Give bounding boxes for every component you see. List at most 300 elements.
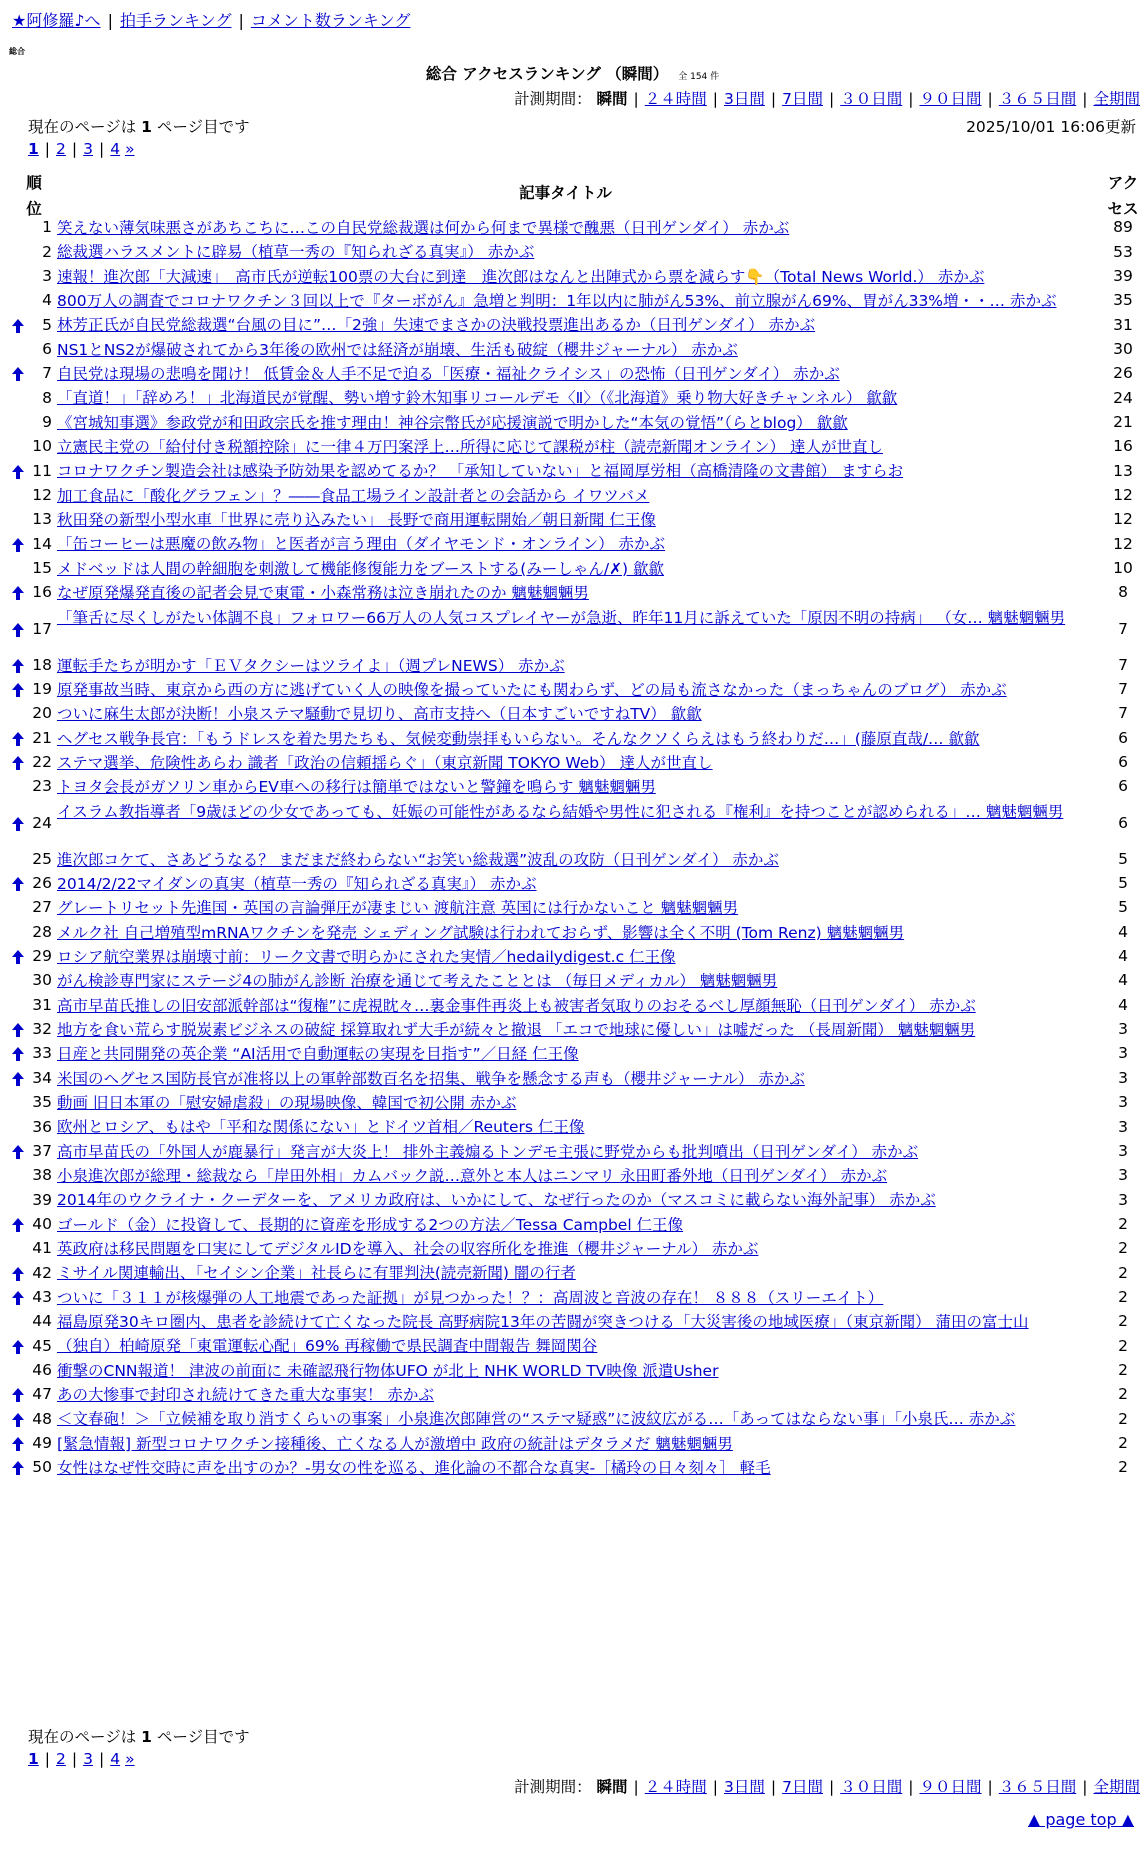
rank-number: 42 <box>32 1263 52 1282</box>
ranking-row <box>0 289 1145 313</box>
rank-number: 1 <box>42 218 52 237</box>
access-count: 39 <box>1113 266 1133 285</box>
access-count: 7 <box>1118 680 1128 699</box>
article-title-link[interactable]: 女性はなぜ性交時に声を出すのか？-男女の性を巡る、進化論の不都合な真実-［橘玲の日々刻々］ 軽毛 <box>57 1459 771 1478</box>
period-option-link[interactable]: 7日間 <box>782 1778 823 1796</box>
total-count: 全 154 件 <box>678 72 720 82</box>
article-title-link[interactable]: ＜文春砲！＞「立候補を取り消すくらいの事案」小泉進次郎陣営の“ステマ疑惑”に波紋広がる…「あってはならない事」「小泉氏… 赤かぶ <box>57 1410 1016 1429</box>
ranking-row <box>0 921 1145 945</box>
title-cell <box>57 656 1102 676</box>
article-title-link[interactable]: 《宮城知事選》参政党が和田政宗氏を推す理由！神谷宗幣氏が応援演説で明かした“本気の覚悟”（らとblog） 歙歙 <box>57 413 848 432</box>
rank-number: 5 <box>42 315 52 334</box>
rank-number: 25 <box>32 849 52 868</box>
ranking-row <box>0 727 1145 751</box>
ranking-row <box>0 800 1145 848</box>
period-separator: | <box>829 1778 835 1796</box>
period-option-link[interactable]: ９０日間 <box>919 1778 982 1796</box>
rank-number: 34 <box>32 1068 52 1087</box>
title-cell <box>57 413 1102 433</box>
rank-number: 2 <box>42 242 52 261</box>
rank-number: 33 <box>32 1044 52 1063</box>
title-cell <box>57 1434 1102 1454</box>
title-cell <box>57 1458 1102 1478</box>
access-count: 12 <box>1113 510 1133 529</box>
title-cell <box>57 510 1102 530</box>
title-cell <box>57 704 1102 724</box>
ranking-row <box>0 1164 1145 1188</box>
ranking-row <box>0 994 1145 1018</box>
ranking-row <box>0 265 1145 289</box>
access-count: 3 <box>1118 1117 1128 1136</box>
access-count: 6 <box>1118 813 1128 832</box>
rank-number: 35 <box>32 1093 52 1112</box>
article-title-link[interactable]: メルク社 自己増殖型mRNAワクチンを発売 シェディング試験は行われておらず、影響は全く不明 (Tom Renz) 魑魅魍魎男 <box>57 923 905 942</box>
access-count: 6 <box>1118 753 1128 772</box>
article-title-link[interactable]: 衝撃のCNN報道！ 津波の前面に 未確認飛行物体UFO が北上 NHK WORLD TV映像 派遣Usher <box>57 1361 719 1380</box>
access-count: 7 <box>1118 704 1128 723</box>
nav-link-asyura[interactable]: ★阿修羅♪へ <box>12 11 101 30</box>
access-count: 2 <box>1118 1360 1128 1379</box>
period-option-link[interactable]: 3日間 <box>724 90 765 108</box>
ranking-row <box>0 581 1145 605</box>
header-rank-line: 位 <box>26 200 42 218</box>
access-count: 3 <box>1118 1020 1128 1039</box>
article-title-link[interactable]: グレートリセット先進国・英国の言論弾圧が凄まじい 渡航注意 英国には行かないこと 魑魅魍魎男 <box>57 899 739 918</box>
rank-number: 31 <box>32 995 52 1014</box>
article-title-link[interactable]: 笑えない薄気味悪さがあちこちに…この自民党総裁選は何から何まで異様で醜悪（日刊ゲンダイ） 赤かぶ <box>57 219 790 237</box>
rank-number: 9 <box>42 412 52 431</box>
title-cell <box>57 218 1102 238</box>
access-count: 26 <box>1113 364 1133 383</box>
ranking-row <box>0 1091 1145 1115</box>
article-title-link[interactable]: 高市早苗氏推しの旧安部派幹部は“復権”に虎視眈々…裏金事件再炎上も被害者気取りのおそるべし厚顔無恥（日刊ゲンダイ） 赤かぶ <box>57 996 976 1015</box>
title-cell <box>57 267 1102 287</box>
access-count: 13 <box>1113 461 1133 480</box>
top-navigation <box>12 11 410 31</box>
title-cell <box>57 559 1102 579</box>
access-count: 8 <box>1118 583 1128 602</box>
title-cell <box>57 1361 1102 1381</box>
period-separator: | <box>712 90 719 108</box>
ranking-row <box>0 1213 1145 1237</box>
title-cell <box>57 1263 1102 1283</box>
title-cell <box>57 437 1102 457</box>
pager-separator: | <box>99 1750 105 1768</box>
period-option-link[interactable]: 3日間 <box>724 1778 765 1796</box>
access-count: 12 <box>1113 485 1133 504</box>
article-title-link[interactable]: 動画 旧日本軍の「慰安婦虐殺」の現場映像、韓国で初公開 赤かぶ <box>57 1094 517 1112</box>
title-cell <box>57 1044 1102 1064</box>
title-cell <box>57 1385 1102 1405</box>
title-cell <box>57 1336 1102 1356</box>
article-title-link[interactable]: 米国のヘグセス国防長官が准将以上の軍幹部数百名を招集、戦争を懸念する声も（櫻井ジャーナル） 赤かぶ <box>57 1069 805 1088</box>
access-count: 3 <box>1118 1093 1128 1112</box>
access-count: 7 <box>1118 655 1128 674</box>
ranking-row <box>0 459 1145 483</box>
rank-number: 6 <box>42 339 52 358</box>
rank-number: 28 <box>32 922 52 941</box>
page-info-top: 現在のページは 1 ページ目です <box>28 118 250 136</box>
ranking-row <box>0 702 1145 726</box>
article-title-link[interactable]: 地方を食い荒らす脱炭素ビジネスの破綻 採算取れず大手が続々と撤退 「エコで地球に優しい」は嘘だった （長周新聞） 魑魅魍魎男 <box>57 1020 976 1039</box>
ranking-row <box>0 216 1145 240</box>
header-rank-line: 順 <box>26 174 42 192</box>
pager-separator: | <box>44 140 51 158</box>
period-option-current: 瞬間 <box>596 90 628 108</box>
article-title-link[interactable]: ロシア航空業界は崩壊寸前：リーク文書で明らかにされた実情／hedailydigest.c 仁王像 <box>57 947 676 966</box>
title-cell <box>57 1312 1102 1332</box>
rank-number: 43 <box>32 1287 52 1306</box>
title-cell <box>57 242 1102 262</box>
category-label: 総合 <box>9 47 25 56</box>
title-cell <box>57 606 1102 630</box>
rank-number: 41 <box>32 1239 52 1258</box>
article-title-link[interactable]: 立憲民主党の「給付付き税額控除」に一律４万円案浮上…所得に応じて課税が柱（読売新聞オンライン） 達人が世直し <box>57 438 883 457</box>
article-title-link[interactable]: 「直道！」「辞めろ！」北海道民が覚醒、勢い増す鈴木知事リコールデモ〈Ⅱ〉（《北海道》乗り物大好きチャンネル） 歙歙 <box>57 389 898 408</box>
access-count: 2 <box>1118 1385 1128 1404</box>
article-title-link[interactable]: メドベッドは人間の幹細胞を刺激して機能修復能力をブーストする(みーしゃん/✗) 歙歙 <box>57 559 665 578</box>
pager-page-link[interactable]: 3 <box>83 140 94 158</box>
ranking-table <box>0 216 1145 1481</box>
title-cell <box>57 753 1102 773</box>
period-separator: | <box>770 90 777 108</box>
ranking-row <box>0 313 1145 337</box>
article-title-link[interactable]: 自民党は現場の悲鳴を聞け！ 低賃金＆人手不足で迫る「医療・福祉クライシス」の恐怖（日刊ゲンダイ） 赤かぶ <box>57 365 840 384</box>
rank-number: 39 <box>32 1190 52 1209</box>
rank-number: 17 <box>32 619 52 638</box>
access-count: 3 <box>1118 1190 1128 1209</box>
pager-next-link[interactable]: » <box>125 140 135 158</box>
article-title-link[interactable]: ついに「３１１が核爆弾の人工地震であった証拠」が見つかった！？：高周波と音波の存在！ ８８８（スリーエイト） <box>57 1288 884 1307</box>
nav-link-applause-ranking[interactable]: 拍手ランキング <box>119 11 232 30</box>
title-cell <box>57 534 1102 554</box>
title-cell <box>57 583 1102 603</box>
rank-number: 12 <box>32 485 52 504</box>
access-count: 16 <box>1113 437 1133 456</box>
period-separator: | <box>633 1778 639 1796</box>
pager-page-link[interactable]: 2 <box>56 140 66 158</box>
period-separator: | <box>633 90 639 108</box>
access-count: 4 <box>1118 995 1128 1014</box>
ranking-row <box>0 484 1145 508</box>
pager-separator: | <box>99 140 105 158</box>
ranking-row <box>0 1042 1145 1066</box>
ranking-row <box>0 435 1145 459</box>
pager-page-link[interactable]: 2 <box>56 1750 66 1768</box>
rank-number: 29 <box>32 947 52 966</box>
ranking-row <box>0 1383 1145 1407</box>
period-separator: | <box>987 1778 993 1796</box>
rank-number: 18 <box>32 655 52 674</box>
article-title-link[interactable]: [緊急情報] 新型コロナワクチン接種後、亡くなる人が激増中 政府の統計はデタラメだ 魑魅魍魎男 <box>57 1434 733 1453</box>
rank-number: 10 <box>32 437 52 456</box>
access-count: 2 <box>1118 1312 1128 1331</box>
article-title-link[interactable]: （独自）柏崎原発「東電運転心配」69% 再稼働で県民調査中間報告 舞岡関谷 <box>57 1337 598 1356</box>
article-title-link[interactable]: 福島原発30キロ圏内、患者を診続けて亡くなった院長 高野病院13年の苦闘が突きつける「大災害後の地域医療」（東京新聞） 蒲田の富士山 <box>57 1313 1029 1332</box>
article-title-link[interactable]: イスラム教指導者「9歳ほどの少女であっても、妊娠の可能性があるなら結婚や男性に犯される『権利』を持つことが認められる」… 魑魅魍魎男 <box>57 802 1064 821</box>
rank-number: 4 <box>42 291 52 310</box>
period-option-link[interactable]: ２４時間 <box>644 90 707 108</box>
ranking-row <box>0 1286 1145 1310</box>
access-count: 3 <box>1118 1166 1128 1185</box>
access-count: 2 <box>1118 1239 1128 1258</box>
ranking-row <box>0 240 1145 264</box>
title-cell <box>57 1190 1102 1210</box>
period-selector-top <box>514 87 1140 109</box>
access-count: 4 <box>1118 971 1128 990</box>
pager-current-page[interactable]: 1 <box>28 1750 39 1768</box>
header-access-line: セス <box>1107 200 1139 218</box>
article-title-link[interactable]: 800万人の調査でコロナワクチン３回以上で『ターボがん』急増と判明：1年以内に肺がん53%、前立腺がん69%、胃がん33%増・・… 赤かぶ <box>57 292 1057 311</box>
ranking-row <box>0 1407 1145 1431</box>
access-count: 5 <box>1118 874 1128 893</box>
access-count: 12 <box>1113 534 1133 553</box>
period-separator: | <box>712 1778 719 1796</box>
title-cell <box>57 971 1102 991</box>
nav-link-comment-ranking[interactable]: コメント数ランキング <box>250 11 411 30</box>
ranking-row <box>0 532 1145 556</box>
access-count: 5 <box>1118 849 1128 868</box>
article-title-link[interactable]: 秋田発の新型小型水車「世界に売り込みたい」 長野で商用運転開始／朝日新聞 仁王像 <box>57 511 656 530</box>
pager-page-link[interactable]: 3 <box>83 1750 94 1768</box>
article-title-link[interactable]: ステマ選挙、危険性あらわ 識者「政治の信頼揺らぐ」（東京新聞 TOKYO Web） 達人が世直し <box>57 753 713 772</box>
period-option-link[interactable]: ３０日間 <box>840 1778 903 1796</box>
rank-number: 44 <box>32 1312 52 1331</box>
title-cell <box>57 1093 1102 1113</box>
access-count: 53 <box>1113 242 1133 261</box>
rank-number: 15 <box>32 558 52 577</box>
article-title-link[interactable]: ミサイル関連輸出、「セイシン企業」社長らに有罪判決(読売新聞) 闇の行者 <box>57 1264 576 1283</box>
access-count: 3 <box>1118 1068 1128 1087</box>
article-title-link[interactable]: 2014年のウクライナ・クーデターを、アメリカ政府は、いかにして、なぜ行ったのか（マスコミに載らない海外記事） 赤かぶ <box>57 1191 936 1210</box>
article-title-link[interactable]: 林芳正氏が自民党総裁選“台風の目に”…「2強」失速でまさかの決戦投票進出あるか（日刊ゲンダイ） 赤かぶ <box>57 316 816 335</box>
article-title-link[interactable]: 英政府は移民問題を口実にしてデジタルIDを導入、社会の収容所化を推進（櫻井ジャーナル） 赤かぶ <box>57 1240 759 1259</box>
access-count: 24 <box>1113 388 1133 407</box>
pager-separator: | <box>71 1750 78 1768</box>
article-title-link[interactable]: 加工食品に「酸化グラフェン」？――食品工場ライン設計者との会話から イワツバメ <box>57 486 650 505</box>
article-title-link[interactable]: なぜ原発爆発直後の記者会見で東電・小森常務は泣き崩れたのか 魑魅魍魎男 <box>57 584 589 603</box>
updated-timestamp: 2025/10/01 16:06更新 <box>966 118 1136 136</box>
access-count: 4 <box>1118 947 1128 966</box>
rank-number: 38 <box>32 1166 52 1185</box>
title-cell <box>57 729 1102 749</box>
header-title: 記事タイトル <box>519 184 612 202</box>
ranking-title-block <box>0 62 1145 84</box>
access-count: 4 <box>1118 922 1128 941</box>
ranking-row <box>0 386 1145 410</box>
article-title-link[interactable]: 「筆舌に尽くしがたい体調不良」フォロワー66万人の人気コスプレイヤーが急逝、昨年11月に訴えていた「原因不明の持病」 （女… 魑魅魍魎男 <box>57 608 1066 627</box>
rank-number: 3 <box>42 266 52 285</box>
access-count: 7 <box>1118 619 1128 638</box>
period-option-link[interactable]: ３０日間 <box>840 90 903 108</box>
period-separator: | <box>1082 1778 1088 1796</box>
rank-number: 36 <box>32 1117 52 1136</box>
rank-number: 11 <box>32 461 52 480</box>
title-cell <box>57 1288 1102 1308</box>
ranking-row <box>0 1140 1145 1164</box>
article-title-link[interactable]: 総裁選ハラスメントに辟易（植草一秀の『知られざる真実』） 赤かぶ <box>57 243 535 262</box>
article-title-link[interactable]: ゴールド（金）に投資して、長期的に資産を形成する2つの方法／Tessa Campbel 仁王像 <box>57 1215 684 1234</box>
title-cell <box>57 800 1102 824</box>
ranking-row <box>0 362 1145 386</box>
rank-number: 50 <box>32 1458 52 1477</box>
article-title-link[interactable]: がん検診専門家にステージ4の肺がん診断 治療を通じて考えたこととは （毎日メディカル） 魑魅魍魎男 <box>57 972 778 991</box>
access-count: 3 <box>1118 1044 1128 1063</box>
article-title-link[interactable]: 小泉進次郎が総理・総裁なら「岸田外相」カムバック説…意外と本人はニンマリ 永田町番外地（日刊ゲンダイ） 赤かぶ <box>57 1167 888 1186</box>
title-cell <box>57 340 1102 360</box>
title-cell <box>57 315 1102 335</box>
period-option-link[interactable]: 全期間 <box>1093 1778 1140 1796</box>
access-count: 2 <box>1118 1336 1128 1355</box>
access-count: 3 <box>1118 1141 1128 1160</box>
page-top-link[interactable]: ▲ page top ▲ <box>1027 1810 1134 1829</box>
pager-current-page[interactable]: 1 <box>28 140 39 158</box>
ranking-row <box>0 1456 1145 1480</box>
ranking-row <box>0 872 1145 896</box>
article-title-link[interactable]: 高市早苗氏の「外国人が鹿暴行」発言が大炎上！ 排外主義煽るトンデモ主張に野党からも批判噴出（日刊ゲンダイ） 赤かぶ <box>57 1142 919 1161</box>
article-title-link[interactable]: 進次郎コケて、さあどうなる？ まだまだ終わらない“お笑い総裁選”波乱の攻防（日刊ゲンダイ） 赤かぶ <box>57 850 779 869</box>
page-info-bottom: 現在のページは 1 ページ目です <box>28 1728 250 1746</box>
article-title-link[interactable]: ヘグセス戦争長官：「もうドレスを着た男たちも、気候変動崇拝もいらない。そんなクソくらえはもう終わりだ…」(藤原直哉/… 歙歙 <box>57 729 980 748</box>
period-label: 計測期間： <box>514 90 592 108</box>
article-title-link[interactable]: 日産と共同開発の英企業 “AI活用で自動運転の実現を目指す”／日経 仁王像 <box>57 1045 579 1064</box>
article-title-link[interactable]: NS1とNS2が爆破されてから3年後の欧州では経済が崩壊、生活も破綻（櫻井ジャーナル） 赤かぶ <box>57 340 738 359</box>
title-cell <box>57 291 1102 311</box>
rank-number: 22 <box>32 753 52 772</box>
ranking-row <box>0 945 1145 969</box>
pager-page-link[interactable]: 4 <box>110 140 121 158</box>
rank-number: 14 <box>32 534 52 553</box>
title-cell <box>57 850 1102 870</box>
period-separator: | <box>829 90 835 108</box>
period-option-link[interactable]: ３６５日間 <box>998 1778 1077 1796</box>
rank-number: 37 <box>32 1141 52 1160</box>
ranking-row <box>0 1237 1145 1261</box>
article-title-link[interactable]: 2014/2/22マイダンの真実（植草一秀の『知られざる真実』） 赤かぶ <box>57 874 537 893</box>
period-option-link[interactable]: ９０日間 <box>919 90 982 108</box>
header-access-line: アク <box>1107 174 1139 192</box>
rank-number: 48 <box>32 1409 52 1428</box>
access-count: 2 <box>1118 1287 1128 1306</box>
pager-next-link[interactable]: » <box>125 1750 135 1768</box>
period-separator: | <box>987 90 993 108</box>
article-title-link[interactable]: トヨタ会長がガソリン車からEV車への移行は簡単ではないと警鐘を鳴らす 魑魅魍魎男 <box>57 778 656 797</box>
access-count: 2 <box>1118 1433 1128 1452</box>
access-count: 89 <box>1113 218 1133 237</box>
ranking-row <box>0 751 1145 775</box>
article-title-link[interactable]: 「缶コーヒーは悪魔の飲み物」と医者が言う理由（ダイヤモンド・オンライン） 赤かぶ <box>57 535 666 554</box>
title-cell <box>57 486 1102 506</box>
title-cell <box>57 1409 1102 1429</box>
title-cell <box>57 923 1102 943</box>
access-count: 35 <box>1113 291 1133 310</box>
rank-number: 46 <box>32 1360 52 1379</box>
ranking-row <box>0 338 1145 362</box>
period-option-link[interactable]: ２４時間 <box>644 1778 707 1796</box>
title-cell <box>57 1239 1102 1259</box>
rank-number: 7 <box>42 364 52 383</box>
rank-number: 23 <box>32 777 52 796</box>
rank-number: 27 <box>32 898 52 917</box>
period-selector-bottom <box>514 1775 1140 1797</box>
period-separator: | <box>1082 90 1088 108</box>
title-cell <box>57 388 1102 408</box>
title-cell <box>57 947 1102 967</box>
title-cell <box>57 680 1102 700</box>
period-label: 計測期間： <box>514 1778 592 1796</box>
period-option-current: 瞬間 <box>596 1778 628 1796</box>
rank-number: 47 <box>32 1385 52 1404</box>
rank-number: 26 <box>32 874 52 893</box>
access-count: 2 <box>1118 1458 1128 1477</box>
ranking-row <box>0 896 1145 920</box>
rank-number: 20 <box>32 704 52 723</box>
ranking-row <box>0 1115 1145 1139</box>
access-count: 2 <box>1118 1263 1128 1282</box>
period-separator: | <box>908 1778 914 1796</box>
period-option-link[interactable]: ３６５日間 <box>998 90 1077 108</box>
article-title-link[interactable]: ついに麻生太郎が決断！小泉ステマ騒動で見切り、高市支持へ（日本すごいですねTV） 歙歙 <box>57 705 702 724</box>
title-cell <box>57 1142 1102 1162</box>
rank-number: 8 <box>42 388 52 407</box>
access-count: 5 <box>1118 898 1128 917</box>
article-title-link[interactable]: 速報！進次郎「大減速」 高市氏が逆転100票の大台に到達 進次郎はなんと出陣式から票を減らす👇（Total News World.） 赤かぶ <box>57 267 985 286</box>
title-cell <box>57 1020 1102 1040</box>
ranking-row <box>0 969 1145 993</box>
period-option-link[interactable]: 全期間 <box>1093 90 1140 108</box>
access-count: 30 <box>1113 339 1133 358</box>
ranking-title: 総合 アクセスランキング （瞬間） <box>425 65 669 83</box>
ranking-row <box>0 1334 1145 1358</box>
rank-number: 45 <box>32 1336 52 1355</box>
pager-page-link[interactable]: 4 <box>110 1750 121 1768</box>
title-cell <box>57 898 1102 918</box>
rank-number: 21 <box>32 728 52 747</box>
rank-number: 16 <box>32 583 52 602</box>
access-count: 21 <box>1113 412 1133 431</box>
title-cell <box>57 1215 1102 1235</box>
period-separator: | <box>908 90 914 108</box>
rank-number: 19 <box>32 680 52 699</box>
article-title-link[interactable]: 原発事故当時、東京から西の方に逃げていく人の映像を撮っていたにも関わらず、どの局も流さなかった（まっちゃんのブログ） 赤かぶ <box>57 680 1007 699</box>
ranking-row <box>0 606 1145 654</box>
header-access <box>1103 170 1143 222</box>
access-count: 2 <box>1118 1214 1128 1233</box>
ranking-row <box>0 1018 1145 1042</box>
title-cell <box>57 364 1102 384</box>
rank-number: 32 <box>32 1020 52 1039</box>
article-title-link[interactable]: 欧州とロシア、もはや「平和な関係にない」とドイツ首相／Reuters 仁王像 <box>57 1118 585 1137</box>
rank-number: 30 <box>32 971 52 990</box>
ranking-row <box>0 1067 1145 1091</box>
title-cell <box>57 874 1102 894</box>
header-rank <box>24 170 44 222</box>
nav-separator: | <box>107 11 113 30</box>
pager-top <box>28 140 135 158</box>
period-option-link[interactable]: 7日間 <box>782 90 823 108</box>
access-count: 6 <box>1118 777 1128 796</box>
ranking-row <box>0 1310 1145 1334</box>
pager-bottom <box>28 1750 135 1768</box>
title-cell <box>57 996 1102 1016</box>
ranking-row <box>0 557 1145 581</box>
article-title-link[interactable]: コロナワクチン製造会社は感染予防効果を認めてるか？ 「承知していない」と福岡厚労相（高橋清隆の文書館） ますらお <box>57 462 904 481</box>
article-title-link[interactable]: 運転手たちが明かす「ＥＶタクシーはツライよ」（週プレNEWS） 赤かぶ <box>57 656 565 675</box>
access-count: 6 <box>1118 728 1128 747</box>
article-title-link[interactable]: あの大惨事で封印され続けてきた重大な事実！ 赤かぶ <box>57 1386 434 1405</box>
rank-number: 49 <box>32 1433 52 1452</box>
ranking-row <box>0 654 1145 678</box>
